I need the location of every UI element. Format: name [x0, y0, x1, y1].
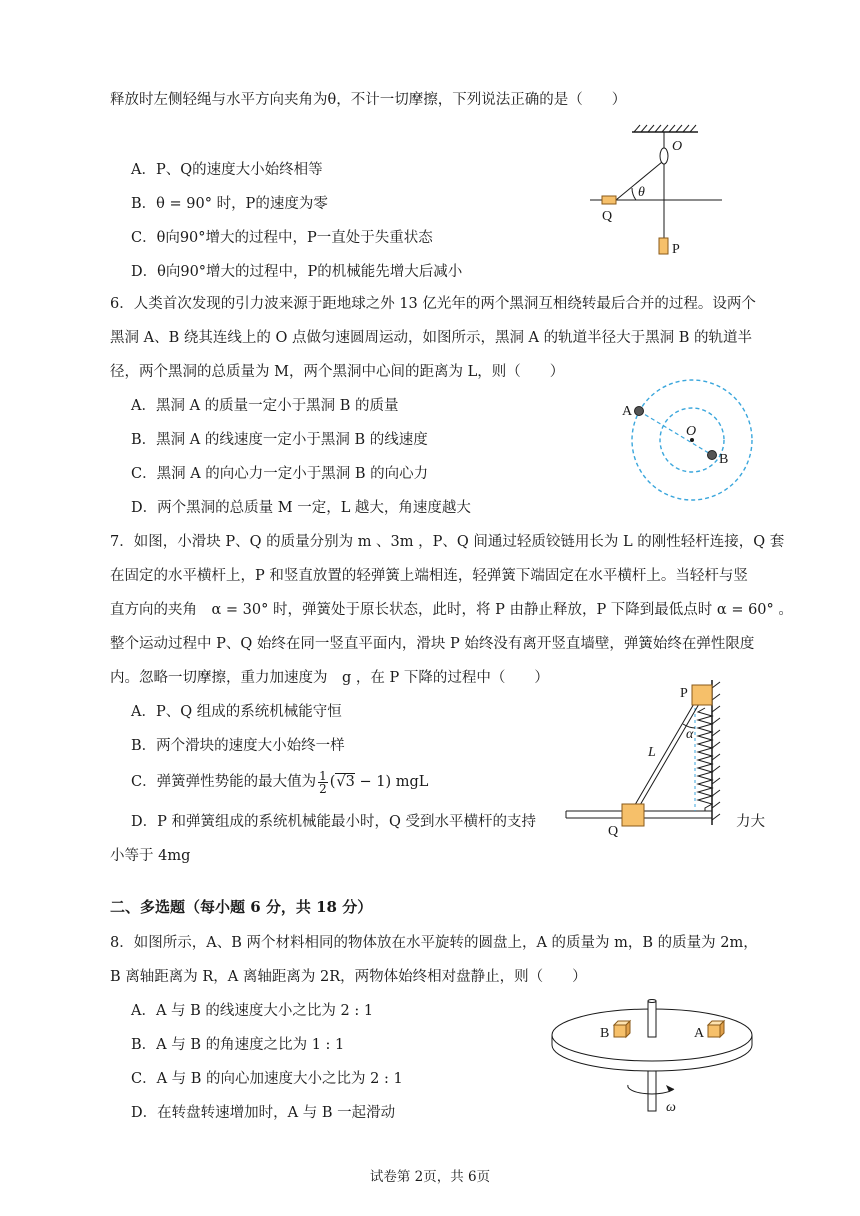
q6-option-c: C．黑洞 A 的向心力一定小于黑洞 B 的向心力 — [131, 466, 429, 482]
q7-option-b: B．两个滑块的速度大小始终一样 — [131, 738, 345, 754]
q6-black-hole-a — [635, 407, 644, 416]
q7-option-c-fraction — [318, 770, 328, 795]
q7-option-c — [131, 768, 428, 796]
q7-figure-slider-rod-spring — [562, 680, 734, 840]
q8-block-a — [708, 1021, 724, 1037]
q6-stem-line-2: 黑洞 A、B 绕其连线上的 O 点做匀速圆周运动，如图所示，黑洞 A 的轨道半径大于黑洞 B 的轨道半 — [110, 330, 753, 346]
q7-option-d-line-1: D．P 和弹簧组成的系统机械能最小时，Q 受到水平横杆的支持 — [131, 814, 536, 830]
q7-stem-line-5: 内。忽略一切摩擦，重力加速度为 g ，在 P 下降的过程中（ ） — [110, 670, 549, 686]
q7-label-q: Q — [608, 824, 619, 839]
section-2-heading: 二、多选题（每小题 6 分，共 18 分） — [110, 898, 373, 916]
q8-stem-line-1: 8．如图所示，A、B 两个材料相同的物体放在水平旋转的圆盘上，A 的质量为 m，B 的质量为 2m， — [110, 935, 758, 951]
q7-label-l: L — [648, 745, 656, 760]
q6-stem-line-3: 径，两个黑洞的总质量为 M，两个黑洞中心间的距离为 L，则（ ） — [110, 364, 565, 380]
q7-option-d-right: 力大 — [736, 814, 765, 830]
q8-option-a: A．A 与 B 的线速度大小之比为 2 : 1 — [131, 1003, 374, 1019]
q5-option-d: D．θ向90°增大的过程中，P的机械能先增大后减小 — [131, 264, 463, 280]
q5-figure-pulley — [580, 120, 730, 265]
q7-option-a: A．P、Q 组成的系统机械能守恒 — [131, 704, 342, 720]
q8-stem-line-2: B 离轴距离为 R，A 离轴距离为 2R，两物体始终相对盘静止，则（ ） — [110, 969, 587, 985]
q7-stem-line-2: 在固定的水平横杆上，P 和竖直放置的轻弹簧上端相连，轻弹簧下端固定在水平横杆上。当轻杆与竖 — [110, 568, 748, 584]
q8-block-b — [614, 1021, 630, 1037]
q7-option-d-line-2: 小等于 4mg — [110, 848, 191, 864]
q8-figure-turntable — [548, 995, 758, 1130]
q7-option-c-suffix: mgL — [391, 774, 429, 790]
q7-stem-line-1: 7．如图，小滑块 P、Q 的质量分别为 m 、3m ，P、Q 间通过轻质铰链用长为 L 的刚性轻杆连接，Q 套 — [110, 534, 785, 550]
q5-label-theta: θ — [638, 185, 645, 200]
q6-stem-line-1: 6．人类首次发现的引力波来源于距地球之外 13 亿光年的两个黑洞互相绕转最后合并的过程。设两个 — [110, 296, 756, 312]
q7-stem-line-4: 整个运动过程中 P、Q 始终在同一竖直平面内，滑块 P 始终没有离开竖直墙壁，弹簧始终在弹性限度 — [110, 636, 755, 652]
q5-label-q: Q — [602, 209, 613, 224]
q5-label-p: P — [672, 242, 680, 257]
q7-block-q — [622, 804, 644, 826]
q5-block-q — [602, 196, 616, 204]
q7-option-c-paren-close: − 1) — [354, 774, 392, 790]
q6-label-o: O — [686, 424, 697, 439]
q5-stem: 释放时左侧轻绳与水平方向夹角为θ，不计一切摩擦，下列说法正确的是（ ） — [110, 92, 627, 108]
q8-option-c: C．A 与 B 的向心加速度大小之比为 2 : 1 — [131, 1071, 403, 1087]
q6-black-hole-b — [708, 451, 717, 460]
q6-figure-binary-orbits — [620, 375, 770, 505]
q7-option-c-sqrt: √3 — [336, 774, 355, 790]
q5-option-a: A．P、Q的速度大小始终相等 — [131, 162, 323, 178]
q7-option-c-denominator: 2 — [319, 781, 327, 796]
q6-label-b: B — [719, 452, 729, 467]
q7-option-c-paren-open: ( — [329, 774, 336, 790]
q7-stem-line-3: 直方向的夹角 α = 30° 时，弹簧处于原长状态，此时，将 P 由静止释放，P 下降到最低点时 α = 60° 。 — [110, 602, 793, 618]
q6-option-d: D．两个黑洞的总质量 M 一定，L 越大，角速度越大 — [131, 500, 471, 516]
q7-option-c-prefix: C．弹簧弹性势能的最大值为 — [131, 774, 317, 790]
q6-option-b: B．黑洞 A 的线速度一定小于黑洞 B 的线速度 — [131, 432, 428, 448]
page-footer: 试卷第 2页，共 6页 — [369, 1169, 491, 1185]
q5-block-p — [659, 238, 668, 254]
q7-label-p: P — [680, 686, 688, 701]
q8-label-b: B — [600, 1026, 610, 1041]
q5-option-b: B．θ = 90° 时，P的速度为零 — [131, 196, 328, 212]
q6-label-a: A — [622, 404, 633, 419]
q8-option-d: D．在转盘转速增加时，A 与 B 一起滑动 — [131, 1105, 396, 1121]
q7-label-alpha: α — [686, 727, 694, 742]
q7-option-c-numerator: 1 — [319, 768, 327, 783]
q5-option-c: C．θ向90°增大的过程中，P一直处于失重状态 — [131, 230, 433, 246]
q7-block-p — [692, 685, 712, 705]
q8-label-a: A — [694, 1026, 705, 1041]
q8-option-b: B．A 与 B 的角速度之比为 1 : 1 — [131, 1037, 345, 1053]
q8-label-omega: ω — [666, 1100, 676, 1115]
q5-label-o: O — [672, 139, 683, 154]
q6-option-a: A．黑洞 A 的质量一定小于黑洞 B 的质量 — [131, 398, 399, 414]
